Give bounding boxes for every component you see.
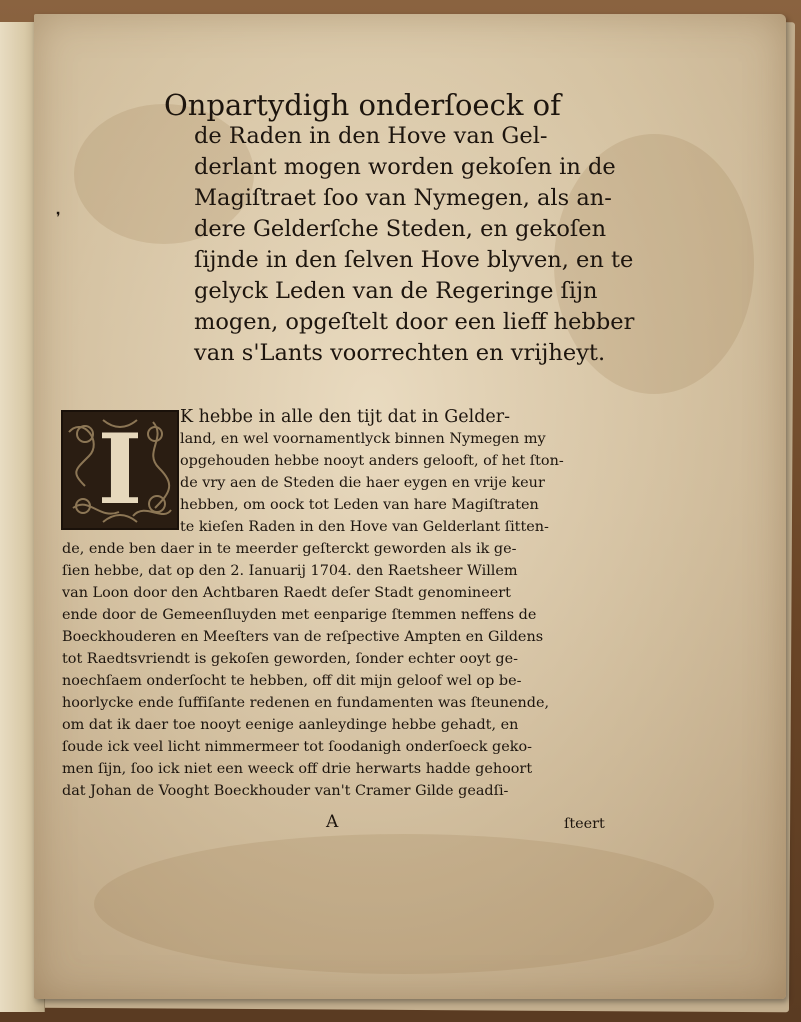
text-line: de vry aen de Steden die haer eygen en vrije keur <box>180 475 545 491</box>
margin-mark: ❜ <box>56 210 61 226</box>
page-title <box>164 88 635 369</box>
text-line: hebben, om oock tot Leden van hare Magiſtraten <box>180 497 539 513</box>
indented-paragraph <box>180 406 610 538</box>
text-line: ſoude ick veel licht nimmermeer tot ſoodanigh onderſoeck geko- <box>62 739 532 755</box>
text-line: Boeckhouderen en Meeſters van de reſpective Ampten en Gildens <box>62 629 544 645</box>
text-line: land, en wel voornamentlyck binnen Nymegen my <box>180 431 546 447</box>
text-line: tot Raedtsvriendt is gekoſen geworden, ſonder echter ooyt ge- <box>62 651 518 667</box>
text-line: hoorlycke ende ſuffiſante redenen en fundamenten was ſteunende, <box>62 695 550 711</box>
text-line: men ſijn, ſoo ick niet een weeck off drie herwarts hadde gehoort <box>62 761 533 777</box>
page-text <box>34 14 786 999</box>
signature-mark: A <box>326 812 339 832</box>
title-line: ſijnde in den ſelven Hove blyven, en te <box>194 247 634 273</box>
text-line: ende door de Gemeenſluyden met eenparige ſtemmen neffens de <box>62 607 537 623</box>
text-line: om dat ik daer toe nooyt eenige aanleydinge hebbe gehadt, en <box>62 717 519 733</box>
text-line: van Loon door den Achtbaren Raedt deſer Stadt genomineert <box>62 585 511 601</box>
body-paragraph <box>62 538 612 802</box>
text-line: te kieſen Raden in den Hove van Gelderlant ſitten- <box>180 519 549 535</box>
text-line: noechſaem onderſocht te hebben, off dit mijn geloof wel op be- <box>62 673 522 689</box>
title-line: de Raden in den Hove van Gel- <box>194 123 548 149</box>
title-line: mogen, opgeſtelt door een lieff hebber <box>194 309 635 335</box>
title-line: Onpartydigh onderſoeck of <box>164 88 561 122</box>
title-line: gelyck Leden van de Regeringe ſijn <box>194 278 598 304</box>
text-line: dat Johan de Vooght Boeckhouder van't Cramer Gilde geadſi- <box>62 783 509 799</box>
document-page <box>34 14 786 999</box>
text-line: opgehouden hebbe nooyt anders gelooft, of het ſton- <box>180 453 564 469</box>
title-line: derlant mogen worden gekoſen in de <box>194 154 616 180</box>
title-line: van s'Lants voorrechten en vrijheyt. <box>194 340 606 366</box>
text-line: de, ende ben daer in te meerder geſterckt geworden als ik ge- <box>62 541 517 557</box>
title-line: dere Gelderſche Steden, en gekoſen <box>194 216 607 242</box>
catchword: ſteert <box>564 816 605 832</box>
text-line: K hebbe in alle den tijt dat in Gelder- <box>180 407 511 427</box>
drop-cap-letter: I <box>97 413 143 526</box>
ornamental-initial <box>61 410 179 530</box>
text-line: ſien hebbe, dat op den 2. Ianuarij 1704. den Raetsheer Willem <box>62 563 518 579</box>
title-line: Magiſtraet ſoo van Nymegen, als an- <box>194 185 612 211</box>
